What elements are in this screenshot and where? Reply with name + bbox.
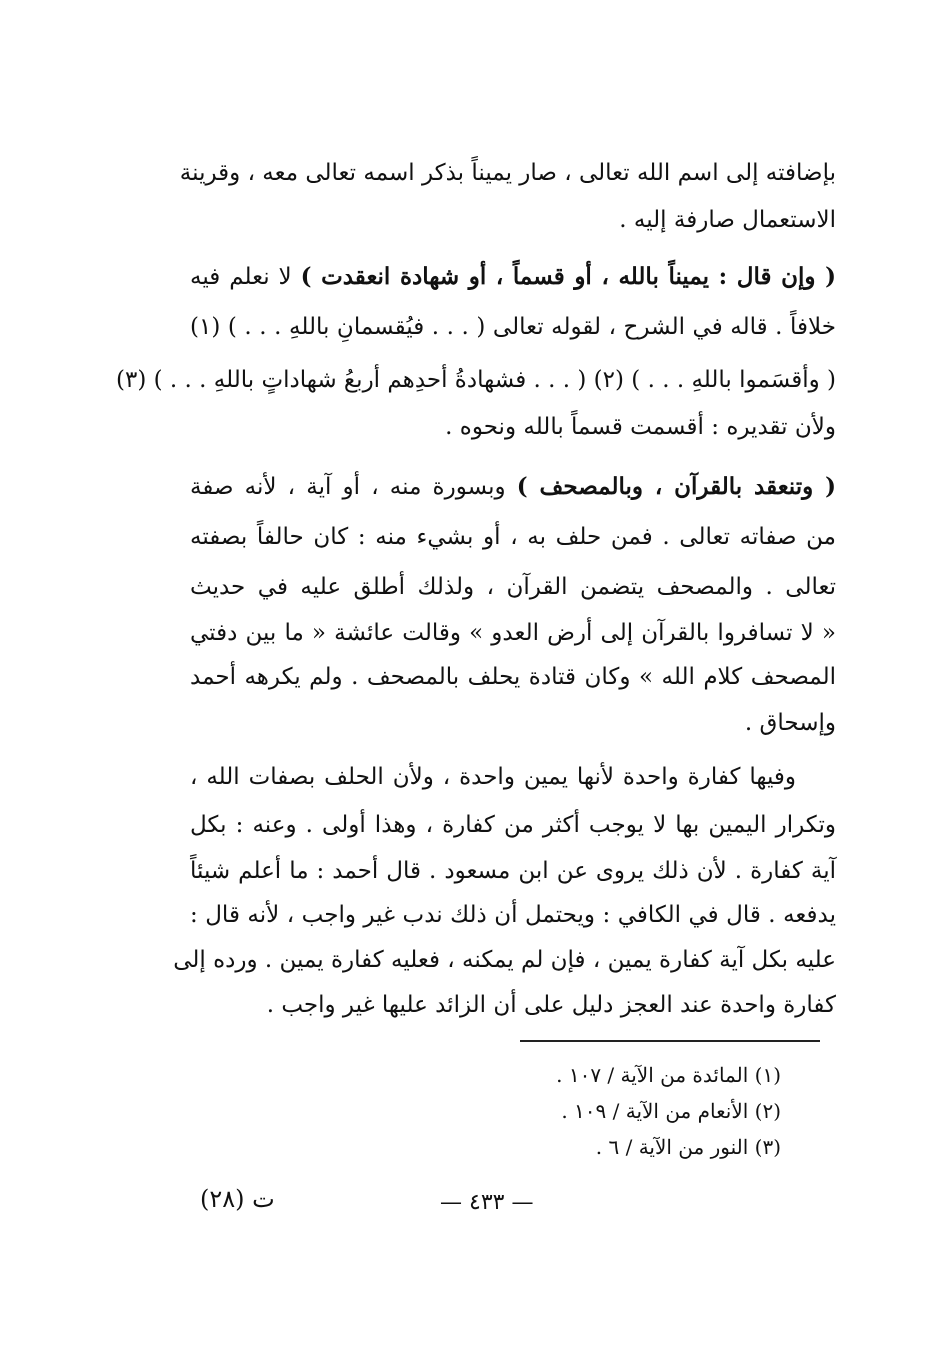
paragraph-4-line-3: آية كفارة . لأن ذلك يروى عن ابن مسعود . قال أحمد : ما أعلم شيئاً <box>190 858 836 884</box>
paragraph-3-line-6: وإسحاق . <box>744 710 836 736</box>
paragraph-2-line-1 <box>190 262 836 292</box>
signature-mark: ت (٢٨) <box>200 1185 275 1213</box>
paragraph-2-line-1-rest: لا نعلم فيه <box>190 264 301 290</box>
paragraph-4-line-1: وفيها كفارة واحدة لأنها يمين واحدة ، ولأن الحلف بصفات الله ، <box>190 764 796 790</box>
paragraph-2-heading: ( وإن قال : يميناً بالله ، أو قسماً ، أو شهادة انعقدت ) <box>300 263 836 290</box>
paragraph-1-line-1: بإضافته إلى اسم الله تعالى ، صار يميناً بذكر اسمه تعالى معه ، وقرينة <box>179 160 836 186</box>
footnote-separator <box>520 1040 820 1042</box>
paragraph-3-heading: ( وتنعقد بالقرآن ، وبالمصحف ) <box>516 473 836 500</box>
footnote-1: (١) المائدة من الآية / ١٠٧ . <box>556 1063 781 1087</box>
paragraph-2-line-4: ولأن تقديره : أقسمت قسماً بالله ونحوه . <box>445 414 836 440</box>
paragraph-2-line-3: ( وأقسَموا باللهِ . . . ) (٢) ( . . . فشهادةُ أحدِهم أربعُ شهاداتٍ باللهِ . . . ) (٣) <box>116 367 836 393</box>
paragraph-3-line-1-rest: وبسورة منه ، أو آية ، لأنه صفة <box>190 474 517 500</box>
paragraph-4-line-4: يدفعه . قال في الكافي : ويحتمل أن ذلك ندب غير واجب ، لأنه قال : <box>190 902 836 928</box>
paragraph-3-line-3: تعالى . والمصحف يتضمن القرآن ، ولذلك أطلق عليه في حديث <box>190 574 836 600</box>
paragraph-3-line-2: من صفاته تعالى . فمن حلف به ، أو بشيء منه : كان حالفاً بصفته <box>190 524 836 550</box>
paragraph-2-line-2: خلافاً . قاله في الشرح ، لقوله تعالى ( . . . فيُقسمانِ باللهِ . . . ) (١) <box>190 314 836 340</box>
paragraph-4-line-6: كفارة واحدة عند العجز دليل على أن الزائد عليها غير واجب . <box>266 992 836 1018</box>
footnote-3: (٣) النور من الآية / ٦ . <box>595 1135 781 1159</box>
footnote-2: (٢) الأنعام من الآية / ١٠٩ . <box>561 1099 781 1123</box>
paragraph-1-line-2: الاستعمال صارفة إليه . <box>619 207 836 233</box>
page-number: — ٤٣٣ — <box>440 1190 534 1215</box>
paragraph-3-line-4: « لا تسافروا بالقرآن إلى أرض العدو » وقالت عائشة « ما بين دفتي <box>190 620 836 646</box>
paragraph-4-line-5: عليه بكل آية كفارة يمين ، فإن لم يمكنه ، فعليه كفارة يمين . ورده إلى <box>173 947 836 973</box>
paragraph-3-line-5: المصحف كلام الله » وكان قتادة يحلف بالمصحف . ولم يكرهه أحمد <box>190 664 836 690</box>
paragraph-4-line-2: وتكرار اليمين بها لا يوجب أكثر من كفارة ، وهذا أولى . وعنه : بكل <box>190 812 836 838</box>
paragraph-3-line-1 <box>190 472 836 502</box>
